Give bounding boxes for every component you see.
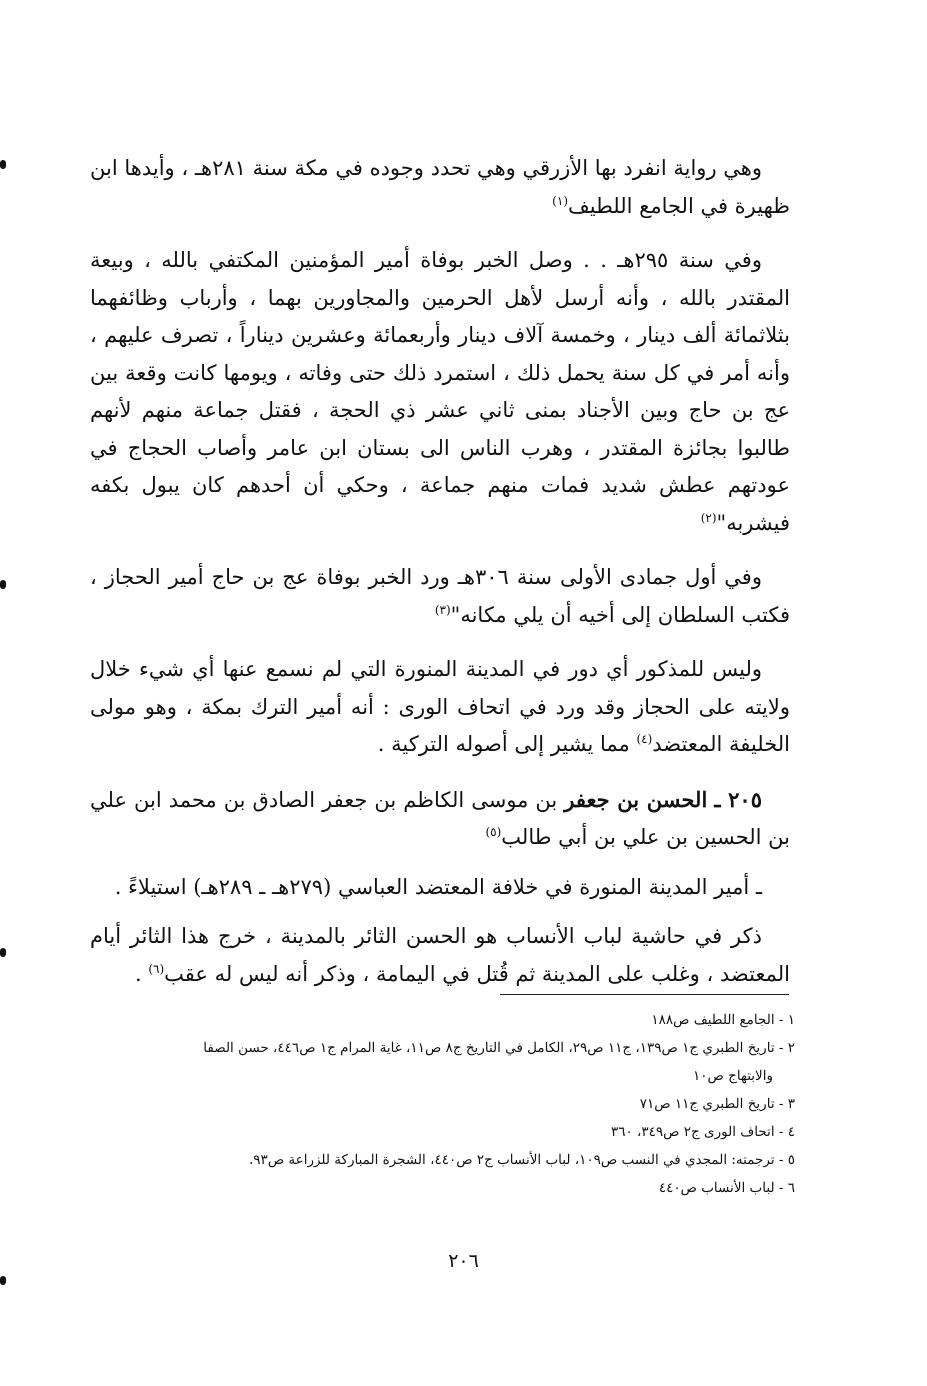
footnote-ref-6: (٦) — [148, 961, 165, 976]
entry-summary-text: ـ أمير المدينة المنورة في خلافة المعتضد العباسي (٢٧٩هـ ـ ٢٨٩هـ) استيلاءً . — [114, 874, 762, 899]
footnote-text: ترجمته: المجدي في النسب ص١٠٩، لباب الأنساب ج٢ ص٤٤٠، الشجرة المباركة للزراعة ص٩٣. — [249, 1152, 775, 1168]
footnote-text: الجامع اللطيف ص١٨٨ — [651, 1012, 775, 1028]
paragraph-4 — [90, 651, 790, 764]
footnote-number: ٤ - — [778, 1124, 795, 1140]
entry-lineage: بن موسى الكاظم بن جعفر الصادق بن محمد ابن علي بن الحسين بن علي بن أبي طالب — [90, 787, 790, 849]
paragraph-entry — [90, 918, 790, 993]
paragraph-entry-text: ذكر في حاشية لباب الأنساب هو الحسن الثائر بالمدينة ، خرج هذا الثائر أيام المعتضد ، وغلب على المدينة ثم قُتل في اليمامة ، وذكر أنه ليس له عقب — [90, 924, 790, 986]
footnote-1 — [100, 1006, 795, 1034]
paragraph-1 — [90, 150, 790, 225]
footnote-number: ٢ - — [778, 1040, 795, 1056]
paragraph-1-text: وهي رواية انفرد بها الأزرقي وهي تحدد وجوده في مكة سنة ٢٨١هـ ، وأيدها ابن ظهيرة في الجامع اللطيف — [90, 156, 790, 218]
paragraph-4-text: وليس للمذكور أي دور في المدينة المنورة التي لم نسمع عنها أي شيء خلال ولايته على الحجاز وقد ورد في اتحاف الورى : أنه أمير الترك بمكة ، وهو مولى الخليفة المعتضد — [90, 657, 790, 756]
footnote-divider — [500, 994, 789, 995]
paragraph-3 — [90, 559, 790, 634]
entry-summary — [90, 869, 790, 907]
footnote-ref-4: (٤) — [636, 732, 653, 746]
page-number: ٢٠٦ — [448, 1250, 479, 1272]
footnote-number: ٥ - — [778, 1152, 795, 1168]
entry-number: ٢٠٥ ـ — [714, 786, 762, 812]
entry-name: الحسن بن جعفر — [564, 786, 708, 812]
paragraph-2-text: وفي سنة ٢٩٥هـ . . وصل الخبر بوفاة أمير المؤمنين المكتفي بالله ، وبيعة المقتدر بالله ، وأنه أرسل لأهل الحرمين والمجاورين بهما ، وأرباب وظائفهما بثلاثمائة ألف دينار ، وخمسة آلاف دينار وأربعمائة وعشرين ديناراً ، تصرف عليهم ، وأنه أمر في كل سنة يحمل ذلك ، استمرد ذلك حتى وفاته ، ويومها كانت وقعة بين عج بن حاج وبين الأجناد بمنى ثاني عشر ذي الحجة ، فقتل جماعة منهم لأنهم طالبوا بجائزة المقتدر ، وهرب الناس الى بستان ابن عامر وأصاب الحجاج في عودتهم عطش شديد فمات منهم جماعة ، وحكي أن أحدهم كان يبول بكفه فيشربه" — [90, 248, 790, 535]
footnotes — [100, 1006, 795, 1202]
scan-mark-left — [0, 580, 6, 589]
footnote-4 — [100, 1118, 795, 1146]
paragraph-3-text: وفي أول جمادى الأولى سنة ٣٠٦هـ ورد الخبر بوفاة عج بن حاج أمير الحجاز ، فكتب السلطان إلى أخيه أن يلي مكانه" — [90, 565, 790, 627]
footnote-2-continuation — [100, 1062, 795, 1090]
footnote-5 — [100, 1146, 795, 1174]
paragraph-2 — [90, 242, 790, 542]
scan-mark-left — [0, 1276, 6, 1285]
footnote-text: لباب الأنساب ص٤٤٠ — [658, 1180, 775, 1196]
footnote-text: والابتهاج ص١٠ — [693, 1068, 773, 1084]
footnote-2 — [100, 1034, 795, 1062]
entry-heading — [90, 781, 790, 857]
footnote-number: ١ - — [778, 1012, 795, 1028]
scan-mark-left — [0, 160, 6, 169]
paragraph-entry-ending: . — [134, 961, 149, 986]
footnote-ref-2: (٢) — [700, 510, 717, 525]
footnote-ref-5: (٥) — [485, 825, 502, 839]
main-text — [90, 150, 790, 1010]
footnote-number: ٣ - — [778, 1096, 795, 1112]
footnote-6 — [100, 1174, 795, 1202]
paragraph-4-ending: مما يشير إلى أصوله التركية . — [377, 732, 637, 756]
footnote-ref-3: (٣) — [434, 602, 451, 617]
footnote-number: ٦ - — [778, 1180, 795, 1196]
footnote-ref-1: (١) — [552, 193, 568, 208]
footnote-text: تاريخ الطبري ج١١ ص٧١ — [639, 1096, 775, 1112]
footnote-3 — [100, 1090, 795, 1118]
scan-mark-left — [0, 948, 6, 957]
footnote-text: تاريخ الطبري ج١ ص١٣٩، ج١١ ص٢٩، الكامل في التاريخ ج٨ ص١١، غاية المرام ج١ ص٤٤٦، حسن الصفا — [203, 1040, 775, 1056]
footnote-text: اتحاف الورى ج٢ ص٣٤٩، ٣٦٠ — [610, 1124, 775, 1140]
